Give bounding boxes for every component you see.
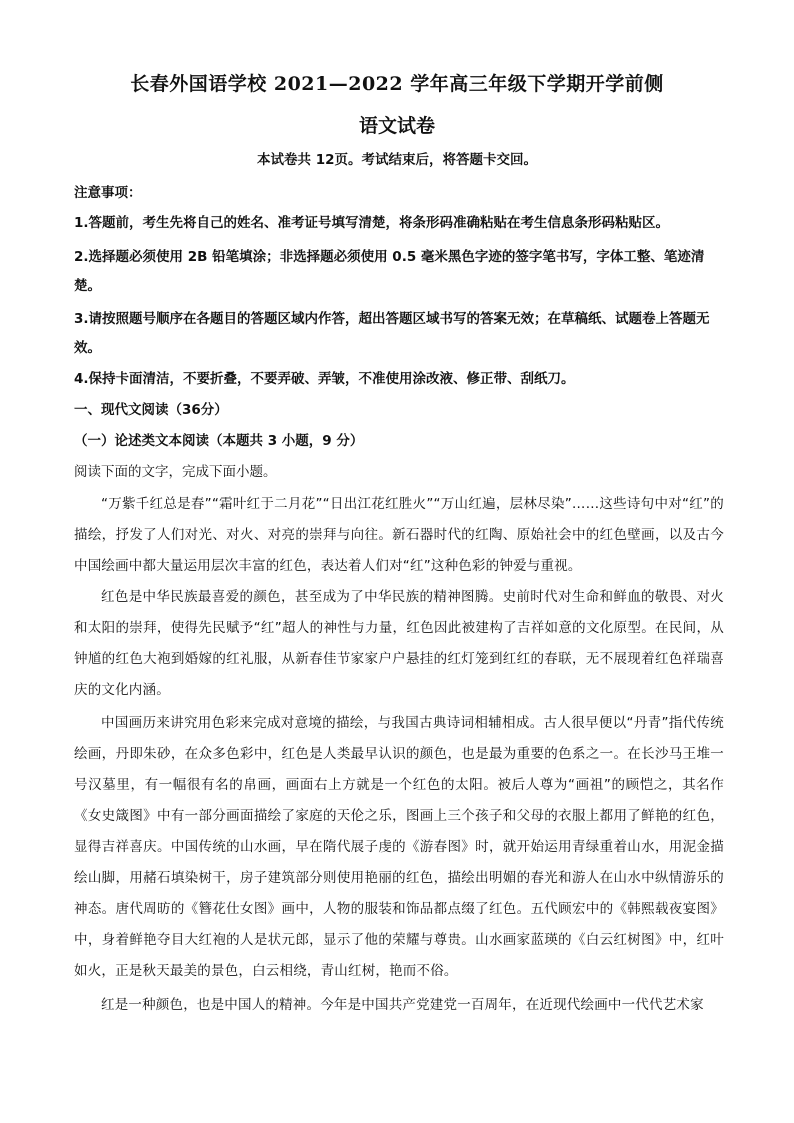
reading-instruction: 阅读下面的文字，完成下面小题。 — [74, 464, 277, 480]
passage-paragraph-2: 红色是中华民族最喜爱的颜色，甚至成为了中华民族的精神图腾。史前时代对生命和鲜血的敬畏、对火和太阳的崇拜，使得先民赋予“红”超人的神性与力量，红色因此被建构了吉祥如意的文化原型。在民间，从钟馗的红色大袍到婚嫁的红礼服，从新春佳节家家户户悬挂的红灯笼到红红的春联，无不展现着红色祥瑞喜庆的文化内涵。 — [74, 589, 724, 698]
note-item-4: 4.保持卡面清洁，不要折叠，不要弄破、弄皱，不准使用涂改液、修正带、刮纸刀。 — [74, 371, 575, 387]
passage-paragraph-3: 中国画历来讲究用色彩来完成对意境的描绘，与我国古典诗词相辅相成。古人很早便以“丹青”指代传统绘画，丹即朱砂，在众多色彩中，红色是人类最早认识的颜色，也是最为重要的色系之一。在长沙马王堆一号汉墓里，有一幅很有名的帛画，画面右上方就是一个红色的太阳。被后人尊为“画祖”的顾恺之，其名作《女史箴图》中有一部分画面描绘了家庭的天伦之乐，图画上三个孩子和父母的衣服上都用了鲜艳的红色，显得吉祥喜庆。中国传统的山水画，早在隋代展子虔的《游春图》时，就开始运用青绿重着山水，用泥金描绘山脚，用赭石填染树干，房子建筑部分则使用艳丽的红色，描绘出明媚的春光和游人在山水中纵情游乐的神态。唐代周昉的《簪花仕女图》画中，人物的服装和饰品都点缀了红色。五代顾宏中的《韩熙载夜宴图》中，身着鲜艳夺目大红袍的人是状元郎，显示了他的荣耀与尊贵。山水画家蓝瑛的《白云红树图》中，红叶如火，正是秋天最美的景色，白云相绕，青山红树，艳而不俗。 — [74, 715, 724, 979]
passage-paragraph-1: “万紫千红总是春”“霜叶红于二月花”“日出江花红胜火”“万山红遍，层林尽染”……这些诗句中对“红”的描绘，抒发了人们对光、对火、对亮的崇拜与向往。新石器时代的红陶、原始社会中的红色壁画，以及古今中国绘画中都大量运用层次丰富的红色，表达着人们对“红”这种色彩的钟爱与重视。 — [74, 496, 724, 574]
note-item-2: 2.选择题必须使用 2B 铅笔填涂；非选择题必须使用 0.5 毫米黑色字迹的签字笔书写，字体工整、笔迹清楚。 — [74, 249, 705, 294]
exam-info-line: 本试卷共 12页。考试结束后，将答题卡交回。 — [257, 152, 537, 168]
page-title: 长春外国语学校 2021—2022 学年高三年级下学期开学前侧 — [130, 73, 664, 95]
passage-paragraph-4: 红是一种颜色，也是中国人的精神。今年是中国共产党建党一百周年，在近现代绘画中一代代艺术家 — [101, 997, 704, 1013]
notes-heading: 注意事项： — [74, 185, 142, 201]
note-item-3: 3.请按照题号顺序在各题目的答题区域内作答，超出答题区域书写的答案无效；在草稿纸、试题卷上答题无效。 — [74, 311, 710, 356]
page-subtitle: 语文试卷 — [358, 115, 435, 137]
section-heading: 一、现代文阅读（36分） — [74, 402, 228, 418]
note-item-1: 1.答题前，考生先将自己的姓名、准考证号填写清楚，将条形码准确粘贴在考生信息条形码粘贴区。 — [74, 215, 670, 231]
section-subheading: （一）论述类文本阅读（本题共 3 小题，9 分） — [74, 433, 364, 449]
